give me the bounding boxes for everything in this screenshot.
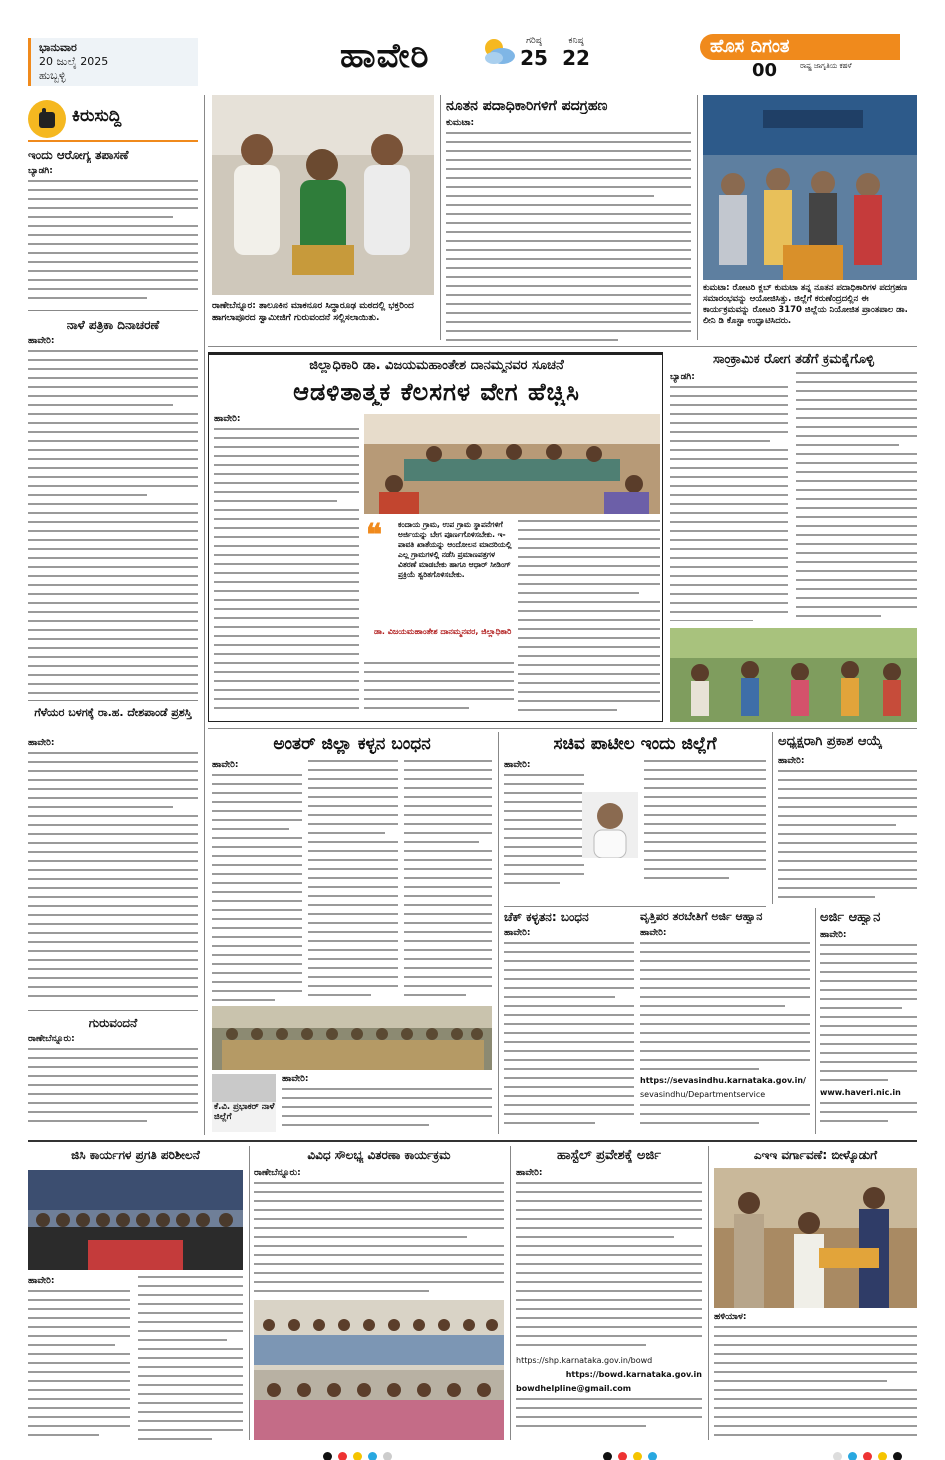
left-s4-body — [28, 1048, 198, 1128]
right-story-head: ಸಾಂಕ್ರಾಮಿಕ ರೋಗ ತಡೆಗೆ ಕ್ರಮಕೈಗೊಳ್ಳಿ — [713, 352, 874, 367]
min-value: 22 — [562, 46, 590, 70]
lead-body-col3 — [364, 662, 514, 716]
city-title: ಹಾವೇರಿ — [340, 36, 430, 76]
minister-body-col2 — [644, 760, 766, 894]
kirusuddi-badge — [28, 98, 198, 142]
left-s2-head: ನಾಳೆ ಪತ್ರಿಕಾ ದಿನಾಚರಣೆ — [66, 318, 160, 332]
quote-text: ಕಂದಾಯ ಗ್ರಾಮ, ಉಪ ಗ್ರಾಮ ಸ್ಥಾಪನೆಗಳಿಗೆ ಅರ್ಜಿಯನ್ನು ಬೇಗ ಪೂರ್ಣಗೊಳಿಸಬೇಕು. ಇ-ಪಾವತಿ ಖಾತೆಯನ್ನು ಆಂದೋಲನ ಮಾದರಿಯಲ್ಲಿ ಎಲ್ಲ ಗ್ರಾಮಗಳಲ್ಲಿ ನಡೆಸಿ ಪ್ರಮಾಣಪತ್ರಗಳ ವಿತರಣೆ ಮಾಡಬೇಕು ಹಾಗೂ ಆಧಾರ್ ಸೀಡಿಂಗ್ ಪ್ರಕ್ರಿಯೆ ತ್ವರಿತಗೊಳಿಸಬೇಕು. — [398, 520, 512, 579]
quote-author: ಡಾ. ವಿಜಯಮಹಾಂತೇಶ ದಾನಮ್ಮನವರ, ಜಿಲ್ಲಾಧಿಕಾರಿ — [374, 627, 512, 636]
photo-farewell — [714, 1168, 917, 1308]
left-s3-head: ಗೆಳೆಯರ ಬಳಗಕ್ಕೆ ರಾ.ಹ. ದೇಶಪಾಂಡೆ ಪ್ರಶಸ್ತಿ — [34, 706, 192, 719]
quote-box — [364, 518, 514, 658]
lead-kicker: ಜಿಲ್ಲಾಧಿಕಾರಿ ಡಾ. ವಿಜಯಮಹಾಂತೇಶ ದಾನಮ್ಮನವರ ಸೂಚನೆ — [309, 358, 564, 373]
theft-story-dateline: ಹಾವೇರಿ: — [212, 760, 239, 770]
weather-min — [556, 36, 596, 76]
column-rule — [772, 732, 773, 904]
lead-headline: ಆಡಳಿತಾತ್ಮಕ ಕೆಲಸಗಳ ವೇಗ ಹೆಚ್ಚಿಸಿ — [293, 378, 580, 406]
left-s1-dateline: ಬ್ಯಾಡಗಿ: — [28, 166, 53, 176]
column-rule — [204, 95, 205, 1135]
column-rule — [708, 1146, 709, 1440]
bottom-b3-head: ಹಾಸ್ಟೆಲ್ ಪ್ರವೇಶಕ್ಕೆ ಅರ್ಜಿ — [557, 1148, 661, 1163]
kirusuddi-label: ಕಿರುಸುದ್ದಿ — [72, 106, 122, 126]
prabhakar-dateline: ಹಾವೇರಿ: — [282, 1074, 309, 1084]
bottom-b1-dateline: ಹಾವೇರಿ: — [28, 1276, 55, 1286]
photo-health-camp — [670, 628, 917, 722]
bottom-b2-head: ವಿವಿಧ ಸೌಲಭ್ಯ ವಿತರಣಾ ಕಾರ್ಯಕ್ರಮ — [307, 1148, 451, 1162]
training-story-body-tail — [640, 1104, 810, 1132]
office-story-body — [446, 132, 691, 342]
chairman-story-head: ಅಧ್ಯಕ್ಷರಾಗಿ ಪ್ರಕಾಶ ಆಯ್ಕೆ — [778, 734, 883, 749]
left-s2-body — [28, 350, 198, 695]
column-rule — [510, 1146, 511, 1440]
left-s3-body — [28, 752, 198, 1002]
theft-story-head: ಅಂತರ್ ಜಿಲ್ಲಾ ಕಳ್ಳನ ಬಂಧನ — [273, 734, 431, 754]
column-rule — [249, 1146, 250, 1440]
training-story-body — [640, 942, 810, 1072]
divider — [28, 310, 198, 311]
office-story-dateline: ಕುಮಟಾ: — [446, 118, 475, 128]
partly-cloudy-icon — [478, 34, 518, 68]
bottom-b4-body — [714, 1326, 917, 1440]
bottom-b3-dateline: ಹಾವೇರಿ: — [516, 1168, 543, 1178]
application-story-dateline: ಹಾವೇರಿ: — [820, 930, 847, 940]
divider — [28, 1010, 198, 1011]
application-link[interactable]: www.haveri.nic.in — [820, 1088, 901, 1097]
bottom-b4-head: ಎಇಇ ವರ್ಗಾವಣೆ: ಬೀಳ್ಕೊಡುಗೆ — [753, 1148, 878, 1162]
bottom-b3-body-tail — [516, 1398, 702, 1440]
prabhakar-box — [212, 1074, 276, 1132]
min-label: ಕನಿಷ್ಠ — [568, 36, 584, 46]
bottom-b3-body — [516, 1182, 702, 1352]
lead-dateline: ಹಾವೇರಿ: — [214, 414, 241, 424]
date-label: 20 ಜುಲೈ 2025 — [39, 55, 109, 68]
hostel-email[interactable]: bowdhelpline@gmail.com — [516, 1384, 632, 1393]
prabhakar-body — [282, 1088, 492, 1134]
column-rule — [815, 908, 816, 1134]
left-s1-body — [28, 180, 198, 300]
left-s4-head: ಗುರುವಂದನೆ — [88, 1016, 138, 1030]
fist-icon — [28, 100, 66, 138]
max-label: ಗರಿಷ್ಠ — [526, 36, 542, 46]
training-link-2[interactable]: sevasindhu/Departmentservice — [640, 1090, 766, 1099]
registration-marks — [320, 1446, 430, 1458]
registration-marks — [830, 1446, 940, 1458]
divider — [208, 728, 917, 729]
right-story-body-col1 — [670, 386, 788, 621]
max-value: 25 — [520, 46, 548, 70]
cheque-story-dateline: ಹಾವೇರಿ: — [504, 928, 531, 938]
photo-distribution — [254, 1300, 504, 1440]
masthead — [0, 0, 945, 90]
right-story-dateline: ಬ್ಯಾಡಗಿ: — [670, 372, 695, 382]
left-s4-dateline: ರಾಣೇಬೆನ್ನೂರು: — [28, 1034, 75, 1044]
prabhakar-portrait — [212, 1074, 276, 1102]
minister-story-head: ಸಚಿವ ಪಾಟೀಲ ಇಂದು ಜಿಲ್ಲೆಗೆ — [553, 734, 717, 754]
divider — [208, 346, 917, 347]
photo-gurus — [212, 95, 434, 295]
column-rule — [697, 95, 698, 340]
paper-logo-box — [700, 34, 915, 84]
divider — [504, 906, 766, 907]
bottom-b1-body-col2 — [138, 1276, 243, 1440]
lead-body-col2 — [518, 520, 660, 714]
left-s2-dateline: ಹಾವೇರಿ: — [28, 336, 55, 346]
application-story-body-tail — [820, 1102, 917, 1132]
photo-minister — [582, 792, 638, 858]
photo-gurus-caption: ರಾಣೇಬೆನ್ನೂರ: ತಾಲೂಕಿನ ಮಾಕನೂರ ಸಿದ್ಧಾರೂಢ ಮಠದಲ್ಲಿ ಭಕ್ತರಿಂದ ಹಾಗಲಾಪೂರದ ಸ್ವಾಮೀಜಿಗೆ ಗುರುವಂದನೆ ಸಲ್ಲಿಸಲಾಯಿತು. — [212, 301, 414, 323]
bottom-b1-body-col1 — [28, 1290, 130, 1440]
theft-story-body-col3 — [404, 760, 492, 1004]
lead-body-col1 — [214, 428, 359, 716]
hostel-link-2[interactable]: https://bowd.karnataka.gov.in — [565, 1370, 702, 1379]
training-story-dateline: ಹಾವೇರಿ: — [640, 928, 667, 938]
bottom-b1-head: ಜಿಸಿ ಕಾರ್ಯಗಳ ಪ್ರಗತಿ ಪರಿಶೀಲನೆ — [71, 1148, 200, 1162]
column-rule — [498, 732, 499, 1134]
training-link-1[interactable]: https://sevasindhu.karnataka.gov.in/ — [640, 1076, 806, 1085]
photo-meeting — [364, 414, 660, 514]
photo-rotary-caption: ಕುಮಟಾ: ರೋಟರಿ ಕ್ಲಬ್ ಕುಮಟಾ ತನ್ನ ನೂತನ ಪದಾಧಿಕಾರಿಗಳ ಪದಗ್ರಹಣ ಸಮಾರಂಭವನ್ನು ಆಯೋಜಿಸಿತ್ತು. ಜಿಲ್ಲೆಗೆ ಕರುಣೆಂದ್ರದಲ್ಲಿನ ಈ ಕಾರ್ಯಕ್ರಮವನ್ನು ರೋಟರಿ 3170 ಜಿಲ್ಲೆಯ ನಿಯೋಜಿತ ಪ್ರಾಂತಪಾಲ ಡಾ. ಲೀನಿ ಡಿ ಕೊಸ್ಟಾ ಉದ್ಘಾಟಿಸಿದರು. — [703, 283, 908, 326]
left-s3-dateline: ಹಾವೇರಿ: — [28, 738, 55, 748]
weather-max — [514, 36, 554, 76]
bottom-b2-body-top — [254, 1182, 504, 1297]
bottom-b4-dateline: ಹಳಿಯಾಳ: — [714, 1312, 747, 1322]
paper-name-text: ಹೊಸ ದಿಗಂತ — [710, 36, 790, 57]
chairman-story-dateline: ಹಾವೇರಿ: — [778, 756, 805, 766]
column-rule — [440, 95, 441, 340]
day-label: ಭಾನುವಾರ — [39, 41, 77, 54]
minister-body-col1 — [504, 774, 584, 894]
chairman-story-body — [778, 770, 917, 902]
application-story-head: ಅರ್ಜಿ ಆಹ್ವಾನ — [820, 910, 881, 925]
right-story-body-col2 — [796, 372, 917, 622]
left-s1-head: ಇಂದು ಆರೋಗ್ಯ ತಪಾಸಣೆ — [28, 148, 129, 162]
minister-story-dateline: ಹಾವೇರಿ: — [504, 760, 531, 770]
cheque-story-head: ಚೆಕ್ ಕಳ್ಳತನ: ಬಂಧನ — [504, 910, 589, 924]
photo-police — [212, 1006, 492, 1070]
date-box — [28, 38, 198, 86]
registration-marks — [600, 1446, 710, 1458]
paper-tagline: ರಾಷ್ಟ್ರ ಜಾಗೃತಿಯ ಕಹಳೆ — [800, 62, 852, 70]
prabhakar-name: ಕೆ.ವಿ. ಪ್ರಭಾಕರ್ ನಾಳೆ ಜಿಲ್ಲೆಗೆ — [214, 1102, 275, 1122]
training-story-head: ವೃತ್ತಿಪರ ತರಬೇತಿಗೆ ಅರ್ಜಿ ಆಹ್ವಾನ — [640, 910, 763, 923]
photo-rotary — [703, 95, 917, 280]
office-story-head: ನೂತನ ಪದಾಧಿಕಾರಿಗಳಿಗೆ ಪದಗ್ರಹಣ — [446, 98, 608, 114]
quote-mark-icon: ❝ — [366, 518, 383, 553]
photo-review-meeting — [28, 1170, 243, 1270]
bottom-b2-dateline: ರಾಣೇಬೆನ್ನೂರು: — [254, 1168, 301, 1178]
page-number: 00 — [752, 60, 778, 81]
theft-story-body-col1 — [212, 774, 302, 1004]
divider — [28, 700, 198, 701]
theft-story-body-col2 — [308, 760, 398, 1004]
place-label: ಹುಬ್ಬಳ್ಳಿ — [39, 69, 66, 82]
cheque-story-body — [504, 942, 634, 1132]
divider — [28, 1140, 917, 1142]
hostel-link-1[interactable]: https://shp.karnataka.gov.in/bowd — [516, 1356, 653, 1365]
paper-name — [700, 34, 900, 60]
application-story-body — [820, 944, 917, 1084]
